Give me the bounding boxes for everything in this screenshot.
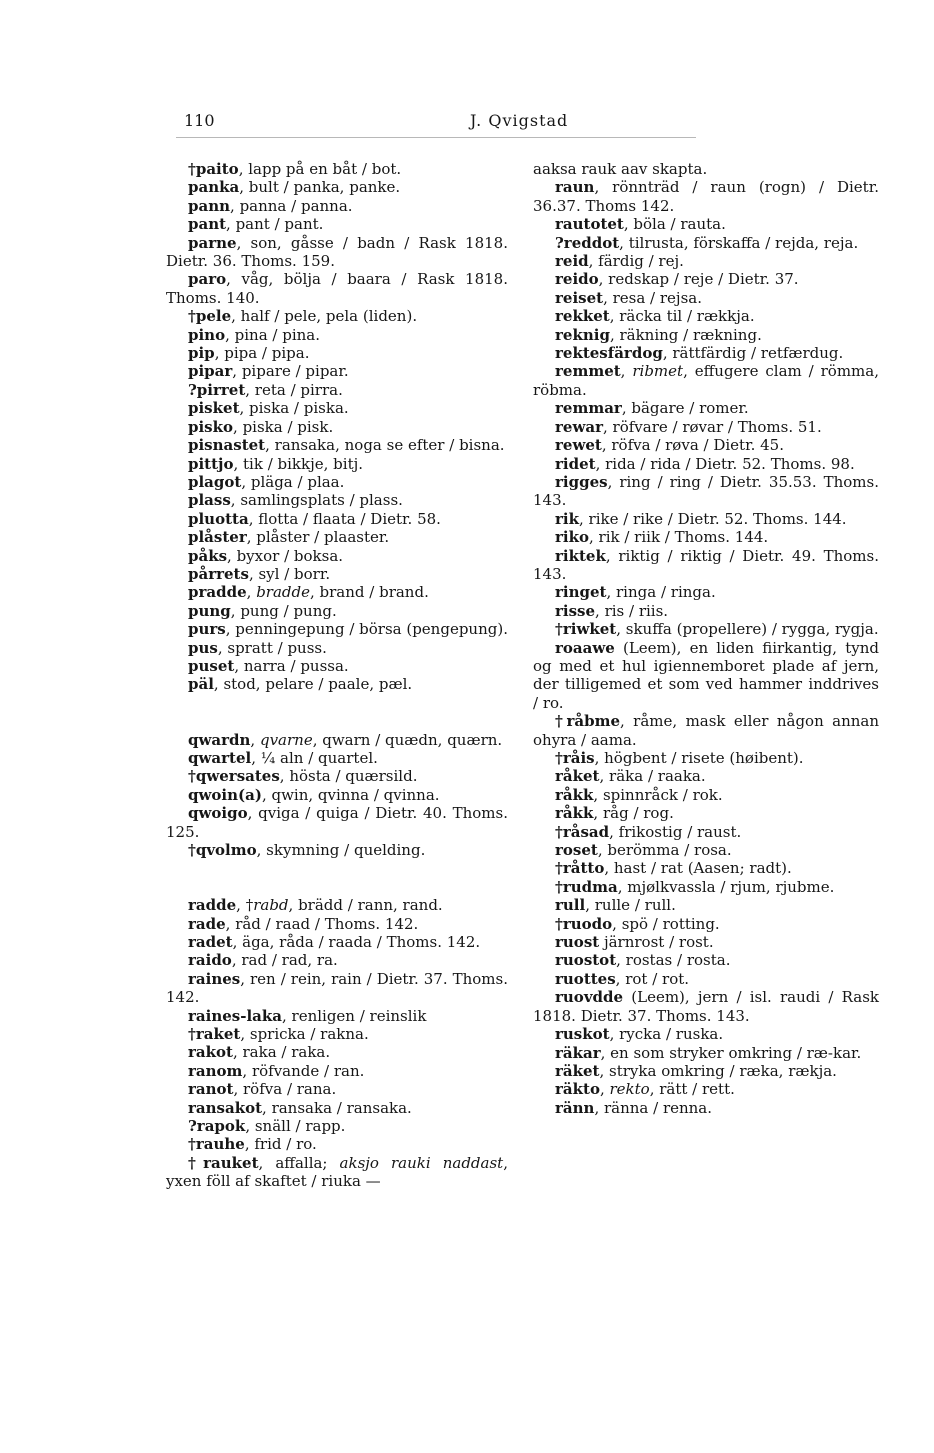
dictionary-entry: [533, 455, 879, 473]
gloss-text: , skymning / quelding.: [256, 841, 426, 859]
section-gap: [166, 878, 508, 896]
headword: ?pirret: [188, 380, 246, 399]
headword: †rudma: [555, 877, 618, 896]
gloss-text: , tilrusta, förskaffa / rejda, reja.: [619, 233, 859, 252]
dictionary-entry: [166, 951, 508, 969]
dictionary-entry: [166, 804, 508, 841]
gloss-text: ,: [599, 1080, 610, 1099]
headword: riktek: [555, 546, 606, 565]
headword: ?rapok: [188, 1117, 246, 1136]
headword: parne: [188, 233, 237, 252]
headword: reid: [555, 252, 589, 271]
dictionary-entry: [166, 786, 508, 804]
dictionary-entry: [166, 602, 508, 620]
headword: pip: [188, 344, 215, 363]
gloss-text: , stod, pelare / paale, pæl.: [213, 675, 413, 694]
gloss-text: , son, gåsse / badn / Rask 1818. Dietr. 36. Thoms. 159.: [166, 233, 508, 271]
gloss-text: , rad / rad, ra.: [231, 951, 338, 970]
dictionary-entry: [166, 1025, 508, 1043]
gloss-text: , pläga / plaa.: [241, 472, 345, 491]
dictionary-entry-continuation: [533, 160, 879, 178]
dictionary-entry: [166, 234, 508, 271]
gloss-text: , samlingsplats / plass.: [230, 491, 403, 510]
headword: pino: [188, 325, 226, 344]
gloss-text: , frid / ro.: [244, 1135, 317, 1154]
headword: ruovdde: [555, 988, 624, 1007]
dictionary-entry: [533, 326, 879, 344]
dictionary-entry: [533, 915, 879, 933]
dictionary-entry: [166, 491, 508, 509]
headword: rewet: [555, 436, 602, 455]
italic-form: qvarne: [259, 730, 313, 749]
dictionary-entry: [533, 307, 879, 325]
headword: plåster: [188, 528, 247, 547]
gloss-text: , narra / pussa.: [234, 656, 349, 675]
gloss-text: , en som stryker omkring / ræ-kar.: [600, 1043, 862, 1062]
dictionary-entry: [166, 749, 508, 767]
gloss-text: , våg, bölja / baara / Rask 1818. Thoms. 140.: [166, 270, 508, 307]
headword: raun: [555, 178, 595, 197]
gloss-text: , spratt / puss.: [217, 638, 327, 657]
headword: †rauket: [188, 1153, 259, 1172]
gloss-text: , röfvande / ran.: [242, 1061, 365, 1080]
dictionary-entry: [533, 823, 879, 841]
dictionary-entry: [533, 1044, 879, 1062]
headword: råket: [555, 767, 600, 786]
gloss-text: , ris / riis.: [595, 601, 669, 620]
gloss-text: , färdig / rej.: [588, 252, 684, 271]
dictionary-entry: [533, 602, 879, 620]
gloss-text: , röfva / rana.: [233, 1080, 337, 1099]
dictionary-entry: [533, 418, 879, 436]
gloss-text: , röfva / røva / Dietr. 45.: [601, 436, 784, 455]
headword: roset: [555, 841, 598, 860]
headword: purs: [188, 620, 226, 639]
dictionary-entry: [166, 510, 508, 528]
headword: rakot: [188, 1043, 233, 1062]
gloss-text: , half / pele, pela (liden).: [231, 307, 418, 326]
gloss-text: , rot / rot.: [615, 969, 690, 988]
gloss-text: , frikostig / raust.: [609, 822, 742, 841]
headword: ridet: [555, 454, 596, 473]
gloss-text: (Leem), jern / isl. raudi / Rask 1818. Dietr. 37. Thoms. 143.: [533, 988, 879, 1025]
dictionary-entry: [533, 547, 879, 584]
gloss-text: , brand / brand.: [309, 583, 429, 602]
gloss-text: , hösta / quærsild.: [279, 767, 418, 786]
gloss-text: , råg / rog.: [593, 804, 674, 823]
headword: rautotet: [555, 215, 624, 234]
headword: ruostot: [555, 951, 617, 970]
headword: qwartel: [188, 748, 252, 767]
running-head: J. Qvigstad: [470, 111, 569, 130]
dictionary-entry: [533, 344, 879, 362]
headword: ransakot: [188, 1098, 263, 1117]
headword: rik: [555, 509, 579, 528]
headword: räkar: [555, 1043, 601, 1062]
dictionary-entry: [166, 933, 508, 951]
headword: rektesfärdog: [555, 344, 663, 363]
italic-form: ribmet: [632, 362, 684, 381]
gloss-text: , penningepung / börsa (pengepung).: [225, 620, 508, 639]
gloss-text: , ring / ring / Dietr. 35.53. Thoms. 143.: [533, 472, 879, 510]
gloss-text: , berömma / rosa.: [597, 841, 732, 860]
dictionary-entry: [166, 178, 508, 196]
gloss-text: , renligen / reinslik: [281, 1006, 427, 1025]
gloss-text: (Leem), en liden fiirkantig, tynd og med et hul igiennemboret plade af jern, der tilligemed et som ved hammer inddrives / ro.: [533, 638, 879, 712]
dictionary-entry: [533, 1080, 879, 1098]
dictionary-entry: [166, 1080, 508, 1098]
gloss-text: , spö / rotting.: [612, 914, 720, 933]
dictionary-entry: [166, 197, 508, 215]
dictionary-entry: [166, 565, 508, 583]
headword: råkk: [555, 785, 594, 804]
dictionary-entry: [533, 528, 879, 546]
dictionary-entry: [533, 583, 879, 601]
headword: †qwersates: [188, 767, 280, 786]
headword: †raket: [188, 1025, 241, 1044]
gloss-text: , pipare / pipar.: [232, 362, 349, 381]
headword: pisko: [188, 417, 234, 436]
headword: pittjo: [188, 454, 234, 473]
dictionary-entry: [533, 878, 879, 896]
page-number: 110: [184, 111, 215, 130]
gloss-text: järnrost / rost.: [599, 933, 714, 952]
gloss-text: , ¼ aln / quartel.: [251, 748, 378, 767]
dictionary-entry: [533, 951, 879, 969]
gloss-text: , syl / borr.: [248, 564, 331, 583]
dictionary-entry: [166, 1043, 508, 1061]
dictionary-entry: [533, 933, 879, 951]
gloss-text: ,: [250, 730, 260, 749]
gloss-text: , mjølkvassla / rjum, rjubme.: [617, 877, 835, 896]
dictionary-entry: [533, 620, 879, 638]
gloss-text: , råme, mask eller någon annan ohyra / aama.: [533, 712, 880, 749]
gloss-text: , röfvare / røvar / Thoms. 51.: [602, 417, 822, 436]
gloss-text: , ringa / ringa.: [606, 583, 716, 602]
gloss-text: , ransaka, noga se efter / bisna.: [265, 436, 505, 455]
headword: ruskot: [555, 1025, 610, 1044]
gloss-text: , piska / piska.: [239, 399, 349, 418]
dictionary-entry: [533, 510, 879, 528]
italic-form: rabd: [253, 896, 289, 915]
headword: raines: [188, 969, 241, 988]
italic-form: bradde: [256, 583, 310, 602]
headword: †råis: [555, 749, 595, 767]
gloss-text: , lapp på en båt / bot.: [238, 160, 402, 178]
dictionary-entry: [533, 970, 879, 988]
headword: pant: [188, 215, 227, 234]
headword: radet: [188, 933, 233, 951]
headword: påks: [188, 546, 228, 565]
gloss-text: , pung / pung.: [230, 601, 337, 620]
gloss-text: , råd / raad / Thoms. 142.: [225, 914, 419, 933]
headword: †pele: [188, 307, 232, 326]
section-gap: [166, 859, 508, 877]
dictionary-entry: [166, 326, 508, 344]
gloss-text: , ransaka / ransaka.: [262, 1098, 412, 1117]
gloss-text: , †: [236, 896, 254, 915]
dictionary-entry: [166, 1135, 508, 1153]
dictionary-entry: [166, 399, 508, 417]
gloss-text: , rätt / rett.: [649, 1080, 735, 1099]
headword: †råbme: [555, 712, 621, 731]
headword: pus: [188, 638, 218, 657]
headword: ?reddot: [555, 233, 620, 252]
page-header: [176, 111, 696, 138]
dictionary-entry: [166, 1117, 508, 1135]
dictionary-entry: [166, 270, 508, 307]
headword: pluotta: [188, 509, 249, 528]
gloss-text: , räcka til / rækkja.: [609, 307, 755, 326]
dictionary-entry: [533, 270, 879, 288]
headword: pisket: [188, 399, 240, 418]
headword: †rauhe: [188, 1135, 245, 1154]
gloss-text: , rida / rida / Dietr. 52. Thoms. 98.: [595, 454, 855, 473]
dictionary-entry: [166, 455, 508, 473]
dictionary-entry: [533, 234, 879, 252]
headword: rade: [188, 914, 226, 933]
dictionary-entry: [533, 252, 879, 270]
gloss-text: , bult / panka, panke.: [239, 178, 401, 197]
headword: †råtto: [555, 859, 605, 878]
dictionary-entry: [533, 786, 879, 804]
headword: †riwket: [555, 620, 617, 639]
dictionary-entry: [166, 381, 508, 399]
dictionary-entry: [166, 160, 508, 178]
gloss-text: , stryka omkring / ræka, rækja.: [599, 1061, 837, 1080]
gloss-text: , panna / panna.: [230, 196, 353, 215]
gloss-text: , flotta / flaata / Dietr. 58.: [248, 509, 441, 528]
headword: pann: [188, 196, 231, 215]
dictionary-entry: [533, 859, 879, 877]
gloss-text: , tik / bikkje, bitj.: [233, 454, 364, 473]
section-gap: [166, 712, 508, 730]
headword: riko: [555, 528, 589, 547]
dictionary-entry: [166, 583, 508, 601]
gloss-text: , yxen föll af skaftet / riuka —: [166, 1153, 508, 1191]
dictionary-entry: [533, 362, 879, 399]
headword: pipar: [188, 362, 233, 381]
dictionary-entry: [533, 289, 879, 307]
italic-form: rekto: [609, 1080, 650, 1099]
headword: paro: [188, 270, 227, 289]
gloss-text: , äga, råda / raada / Thoms. 142.: [232, 933, 481, 951]
headword: qwoin(a): [188, 785, 262, 804]
gloss-text: aaksa rauk aav skapta.: [533, 160, 708, 178]
headword: raines-laka: [188, 1006, 282, 1025]
gloss-text: , pant / pant.: [226, 215, 324, 234]
dictionary-entry: [533, 749, 879, 767]
gloss-text: , rättfärdig / retfærdug.: [662, 344, 844, 363]
gloss-text: , bägare / romer.: [621, 399, 749, 418]
dictionary-entry: [166, 767, 508, 785]
headword: ruottes: [555, 969, 616, 988]
dictionary-entry: [166, 915, 508, 933]
headword: reknig: [555, 325, 610, 344]
headword: puset: [188, 656, 235, 675]
dictionary-entry: [533, 399, 879, 417]
headword: pårrets: [188, 564, 249, 583]
gloss-text: , reta / pirra.: [245, 380, 343, 399]
gloss-text: , hast / rat (Aasen; radt).: [604, 859, 792, 878]
dictionary-entry: [533, 988, 879, 1025]
dictionary-entry: [166, 215, 508, 233]
section-gap: [166, 694, 508, 712]
headword: risse: [555, 601, 596, 620]
gloss-text: ,: [620, 362, 633, 381]
dictionary-entry: [533, 178, 879, 215]
gloss-text: , qwarn / quædn, quærn.: [312, 730, 503, 749]
dictionary-entry: [166, 620, 508, 638]
gloss-text: , ränna / renna.: [594, 1098, 713, 1117]
headword: pisnastet: [188, 436, 266, 455]
dictionary-entry: [166, 970, 508, 1007]
headword: råkk: [555, 804, 594, 823]
right-column: [533, 160, 879, 1117]
gloss-text: ,: [246, 583, 257, 602]
gloss-text: , riktig / riktig / Dietr. 49. Thoms. 143.: [533, 546, 879, 583]
dictionary-entry: [166, 418, 508, 436]
dictionary-entry: [166, 675, 508, 693]
gloss-text: , rönnträd / raun (rogn) / Dietr. 36.37. Thoms 142.: [533, 178, 879, 215]
headword: plass: [188, 491, 231, 510]
headword: †qvolmo: [188, 841, 257, 859]
dictionary-entry: [533, 473, 879, 510]
dictionary-entry: [533, 896, 879, 914]
headword: räket: [555, 1061, 600, 1080]
headword: pung: [188, 601, 231, 620]
gloss-text: , brädd / rann, rand.: [288, 896, 443, 915]
headword: qwoigo: [188, 804, 248, 823]
italic-form: aksjo rauki naddast: [339, 1153, 504, 1172]
gloss-text: , piska / pisk.: [233, 417, 334, 436]
headword: rewar: [555, 417, 603, 436]
dictionary-entry: [533, 1025, 879, 1043]
dictionary-entry: [166, 841, 508, 859]
gloss-text: , spinnråck / rok.: [593, 785, 723, 804]
headword: †paito: [188, 160, 239, 178]
headword: rekket: [555, 307, 610, 326]
gloss-text: , rostas / rosta.: [616, 951, 731, 970]
headword: †råsad: [555, 822, 610, 841]
headword: rull: [555, 896, 586, 915]
dictionary-entry: [166, 473, 508, 491]
dictionary-entry: [166, 1007, 508, 1025]
gloss-text: , qwin, qvinna / qvinna.: [261, 785, 440, 804]
headword: remmet: [555, 362, 621, 381]
dictionary-entry: [533, 436, 879, 454]
gloss-text: , qviga / quiga / Dietr. 40. Thoms. 125.: [166, 804, 508, 841]
gloss-text: , byxor / boksa.: [227, 546, 344, 565]
dictionary-entry: [166, 1062, 508, 1080]
headword: qwardn: [188, 730, 251, 749]
dictionary-entry: [166, 528, 508, 546]
dictionary-entry: [533, 767, 879, 785]
headword: remmar: [555, 399, 622, 418]
gloss-text: , rik / riik / Thoms. 144.: [589, 528, 769, 547]
headword: ringet: [555, 583, 607, 602]
gloss-text: , redskap / reje / Dietr. 37.: [598, 270, 799, 289]
gloss-text: , rycka / ruska.: [609, 1025, 724, 1044]
dictionary-entry: [533, 639, 879, 713]
gloss-text: , rike / rike / Dietr. 52. Thoms. 144.: [579, 509, 847, 528]
gloss-text: , skuffa (propellere) / rygga, rygja.: [616, 620, 879, 639]
headword: ruost: [555, 933, 600, 952]
dictionary-entry: [166, 639, 508, 657]
gloss-text: , högbent / risete (høibent).: [594, 749, 804, 767]
gloss-text: , plåster / plaaster.: [246, 528, 390, 547]
left-column: [166, 160, 508, 1191]
dictionary-entry: [166, 436, 508, 454]
headword: rigges: [555, 472, 608, 491]
dictionary-entry: [166, 1099, 508, 1117]
gloss-text: , rulle / rull.: [585, 896, 676, 915]
dictionary-entry: [533, 841, 879, 859]
dictionary-entry: [533, 804, 879, 822]
gloss-text: , raka / raka.: [232, 1043, 331, 1062]
headword: raido: [188, 951, 232, 970]
dictionary-entry: [166, 896, 508, 914]
gloss-text: , ren / rein, rain / Dietr. 37. Thoms. 142.: [166, 969, 508, 1007]
gloss-text: , affalla;: [258, 1153, 340, 1172]
dictionary-entry: [533, 712, 879, 749]
gloss-text: , resa / rejsa.: [603, 288, 702, 307]
headword: ränn: [555, 1098, 595, 1117]
gloss-text: , effugere clam / römma, röbma.: [533, 362, 879, 399]
dictionary-entry: [166, 344, 508, 362]
gloss-text: , snäll / rapp.: [245, 1117, 346, 1136]
headword: reiset: [555, 288, 604, 307]
dictionary-entry: [166, 307, 508, 325]
dictionary-entry: [166, 657, 508, 675]
headword: radde: [188, 896, 237, 915]
gloss-text: , pipa / pipa.: [214, 344, 310, 363]
dictionary-entry: [533, 1062, 879, 1080]
headword: päl: [188, 675, 214, 694]
headword: ranot: [188, 1080, 234, 1099]
headword: plagot: [188, 472, 242, 491]
headword: †ruodo: [555, 914, 613, 933]
headword: räkto: [555, 1080, 600, 1099]
dictionary-entry: [166, 731, 508, 749]
dictionary-entry: [533, 1099, 879, 1117]
gloss-text: , räka / raaka.: [599, 767, 706, 786]
headword: ranom: [188, 1061, 243, 1080]
dictionary-entry: [166, 362, 508, 380]
headword: pradde: [188, 583, 247, 602]
headword: panka: [188, 178, 240, 197]
dictionary-entry: [533, 215, 879, 233]
headword: reido: [555, 270, 599, 289]
gloss-text: , pina / pina.: [225, 325, 321, 344]
headword: roaawe: [555, 638, 615, 657]
gloss-text: , spricka / rakna.: [240, 1025, 369, 1044]
gloss-text: , räkning / rækning.: [609, 325, 762, 344]
gloss-text: , böla / rauta.: [623, 215, 726, 234]
dictionary-entry: [166, 1154, 508, 1191]
dictionary-entry: [166, 547, 508, 565]
